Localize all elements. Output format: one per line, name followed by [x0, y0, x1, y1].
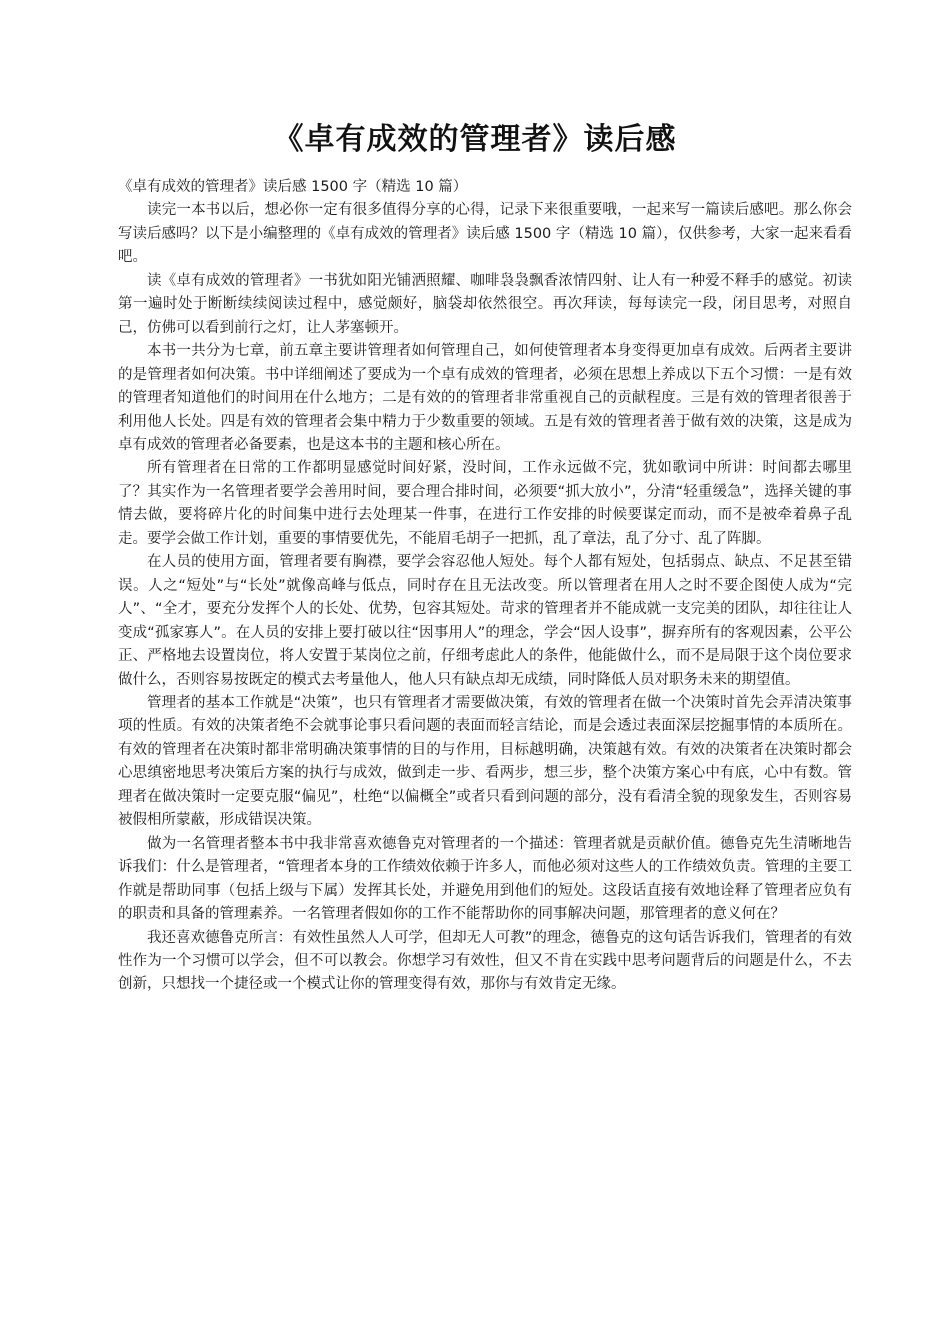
paragraph-effectiveness: 我还喜欢德鲁克所言：有效性虽然人人可学，但却无人可教”的理念，德鲁克的这句话告诉我们，管理者的有效性作为一个习惯可以学会，但不可以教会。你想学习有效性，但又不肯在实践中思考问题背后的问题是什么，不去创新，只想找一个捷径或一个模式让你的管理变得有效，那你与有效肯定无缘。 [118, 929, 852, 993]
article-subtitle: 《卓有成效的管理者》读后感 1500 字（精选 10 篇） [118, 179, 468, 195]
paragraph-people-management: 在人员的使用方面，管理者要有胸襟，要学会容忍他人短处。每个人都有短处，包括弱点、缺点、不足甚至错误。人之“短处”与“长处”就像高峰与低点，同时存在且无法改变。所以管理者在用人之时不要企图使人成为“完人”、“全才，要充分发挥个人的长处、优势，包容其短处。苛求的管理者并不能成就一支完美的团队，却往往让人变成“孤家寡人”。在人员的安排上要打破以往“因事用人”的理念，学会“因人设事”，摒弃所有的客观因素，公平公正、严格地去设置岗位，将人安置于某岗位之前，仔细考虑此人的条件，他能做什么，而不是局限于这个岗位要求做什么，否则容易按既定的模式去考量他人，他人只有缺点却无成绩，同时降低人员对职务未来的期望值。 [118, 554, 852, 688]
paragraph-book-structure: 本书一共分为七章，前五章主要讲管理者如何管理自己，如何使管理者本身变得更加卓有成效。后两者主要讲的是管理者如何决策。书中详细阐述了要成为一个卓有成效的管理者，必须在思想上养成以下五个习惯：一是有效的管理者知道他们的时间用在什么地方；二是有效的的管理者非常重视自己的贡献程度。三是有效的管理者很善于利用他人长处。四是有效的管理者会集中精力于少数重要的领域。五是有效的管理者善于做有效的决策，这是成为卓有成效的管理者必备要素，也是这本书的主题和核心所在。 [118, 343, 852, 453]
paragraph-first-impression: 读《卓有成效的管理者》一书犹如阳光铺洒照耀、咖啡袅袅飘香浓情四射、让人有一种爱不释手的感觉。初读第一遍时处于断断续续阅读过程中，感觉颇好，脑袋却依然很空。再次拜读，每每读完一段，闭目思考，对照自己，仿佛可以看到前行之灯，让人茅塞顿开。 [118, 272, 852, 336]
paragraph-intro: 读完一本书以后，想必你一定有很多值得分享的心得，记录下来很重要哦，一起来写一篇读后感吧。那么你会写读后感吗？以下是小编整理的《卓有成效的管理者》读后感 1500 字（精选 10 篇），仅供参考，大家一起来看看吧。 [118, 202, 852, 266]
paragraph-contribution: 做为一名管理者整本书中我非常喜欢德鲁克对管理者的一个描述：管理者就是贡献价值。德鲁克先生清晰地告诉我们：什么是管理者，“管理者本身的工作绩效依赖于许多人，而他必须对这些人的工作绩效负责。管理的主要工作就是帮助同事（包括上级与下属）发挥其长处，并避免用到他们的短处。这段话直接有效地诠释了管理者应负有的职责和具备的管理素养。一名管理者假如你的工作不能帮助你的同事解决问题，那管理者的意义何在？ [118, 835, 852, 923]
paragraph-time-management: 所有管理者在日常的工作都明显感觉时间好紧，没时间，工作永远做不完，犹如歌词中所讲：时间都去哪里了？其实作为一名管理者要学会善用时间，要合理合排时间，必须要“抓大放小”，分清“轻重缓急”，选择关键的事情去做，要将碎片化的时间集中进行去处理某一件事，在进行工作安排的时候要谋定而动，而不是被牵着鼻子乱走。要学会做工作计划，重要的事情要优先，不能眉毛胡子一把抓，乱了章法，乱了分寸、乱了阵脚。 [118, 460, 852, 547]
page-title: 《卓有成效的管理者》读后感 [273, 122, 677, 158]
paragraph-decision-making: 管理者的基本工作就是“决策”，也只有管理者才需要做决策，有效的管理者在做一个决策时首先会弄清决策事项的性质。有效的决策者绝不会就事论事只看问题的表面而轻言结论，而是会透过表面深层挖掘事情的本质所在。有效的管理者在决策时都非常明确决策事情的目的与作用，目标越明确，决策越有效。有效的决策者在决策时都会心思缜密地思考决策后方案的执行与成效，做到走一步、看两步，想三步，整个决策方案心中有底，心中有数。管理者在做决策时一定要克服“偏见”，杜绝“以偏概全”或者只看到问题的部分，没有看清全貌的现象发生，否则容易被假相所蒙蔽，形成错误决策。 [118, 694, 852, 829]
article-body [118, 176, 852, 997]
